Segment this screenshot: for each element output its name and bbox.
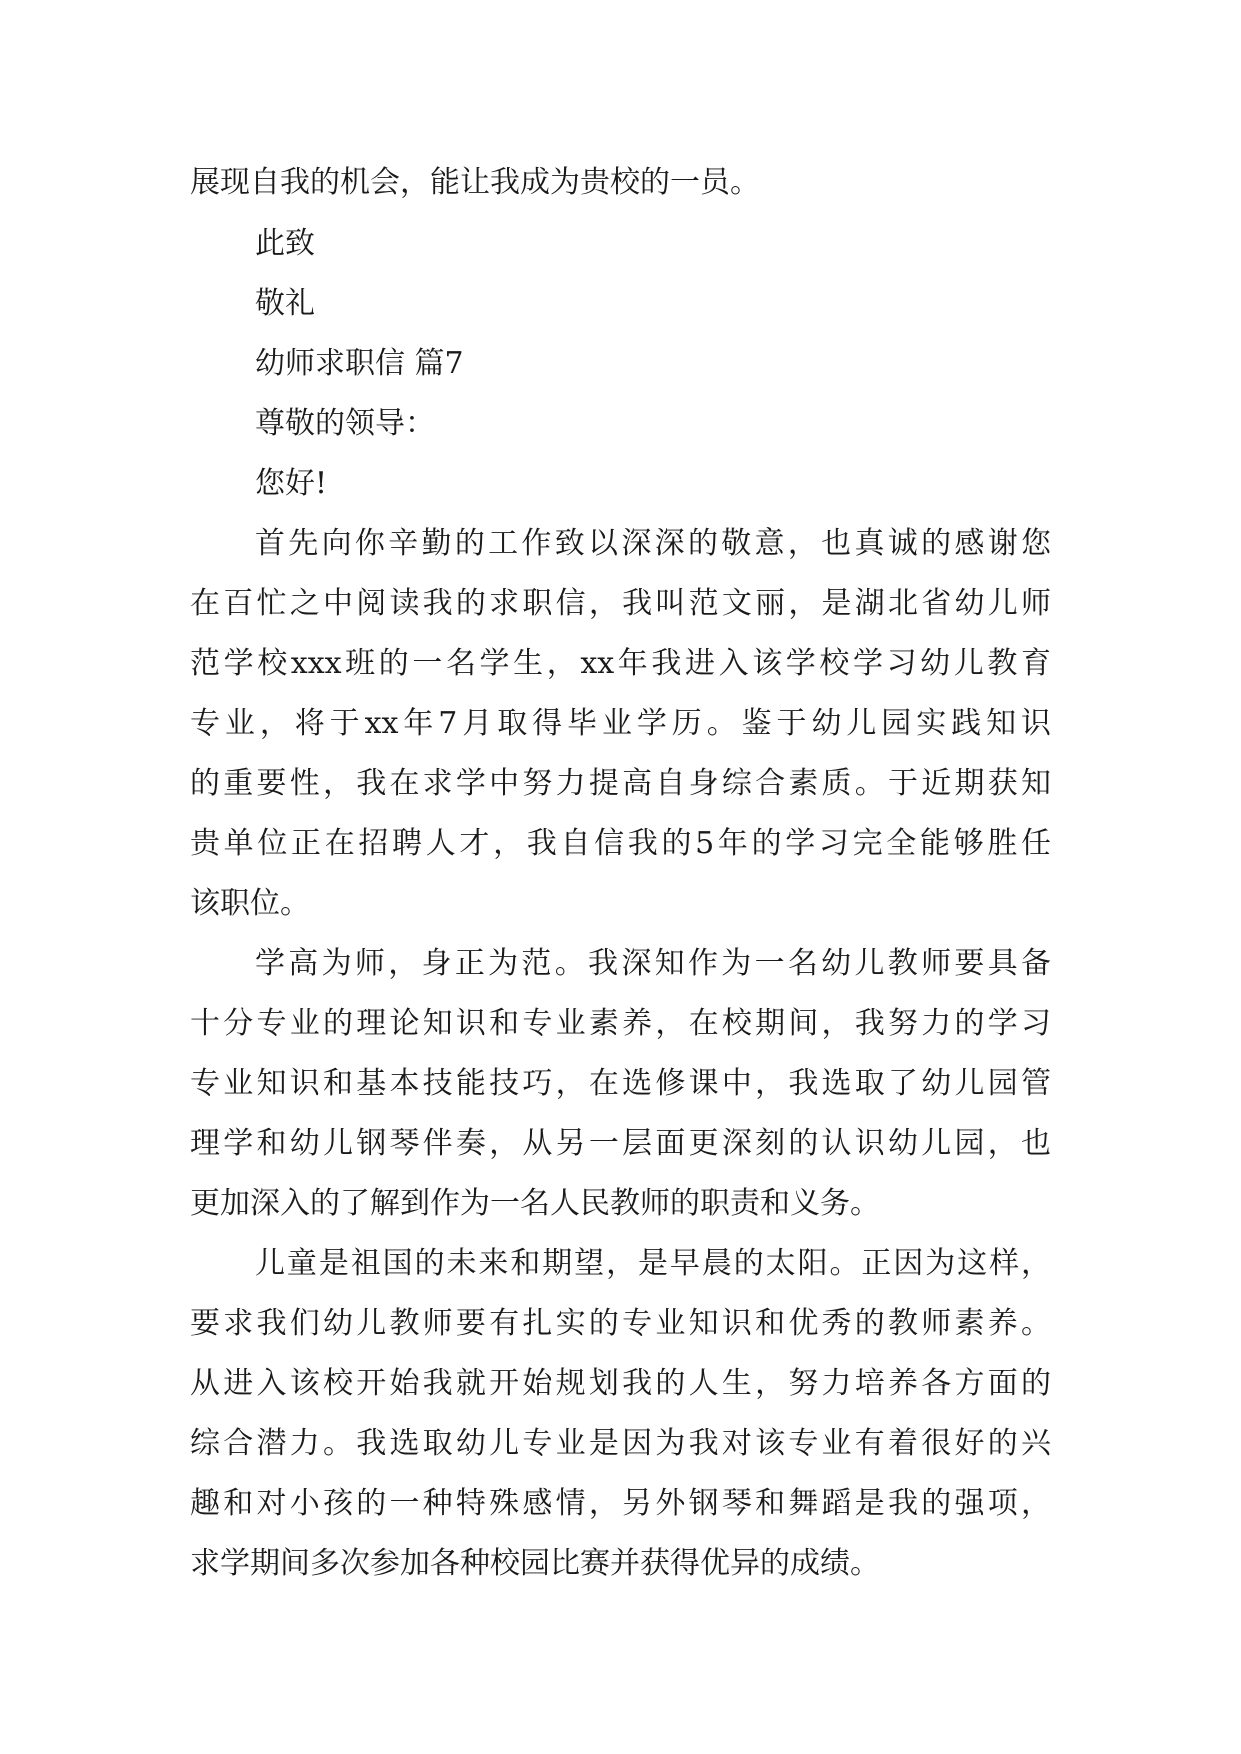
paragraph-3-line-6: 求学期间多次参加各种校园比赛并获得优异的成绩。 [190,1546,880,1581]
paragraph-3-line-2: 要求我们幼儿教师要有扎实的专业知识和优秀的教师素养。 [190,1306,1051,1341]
paragraph-2-line-3: 专业知识和基本技能技巧，在选修课中，我选取了幼儿园管 [190,1066,1051,1101]
closing-cizhi: 此致 [255,226,315,261]
paragraph-3-line-5: 趣和对小孩的一种特殊感情，另外钢琴和舞蹈是我的强项， [190,1486,1051,1521]
paragraph-1-line-4: 专业，将于xx年7月取得毕业学历。鉴于幼儿园实践知识 [190,706,1051,741]
section-heading: 幼师求职信 篇7 [255,346,464,381]
salutation: 尊敬的领导： [255,406,435,441]
paragraph-1-line-1: 首先向你辛勤的工作致以深深的敬意，也真诚的感谢您 [255,526,1051,561]
paragraph-1-line-6: 贵单位正在招聘人才，我自信我的5年的学习完全能够胜任 [190,826,1051,861]
paragraph-1-line-2: 在百忙之中阅读我的求职信，我叫范文丽，是湖北省幼儿师 [190,586,1051,621]
paragraph-1-line-7: 该职位。 [190,886,310,921]
closing-jingli: 敬礼 [255,286,315,321]
paragraph-2-line-1: 学高为师，身正为范。我深知作为一名幼儿教师要具备 [255,946,1051,981]
paragraph-3-line-1: 儿童是祖国的未来和期望，是早晨的太阳。正因为这样， [255,1246,1051,1281]
paragraph-1-line-5: 的重要性，我在求学中努力提高自身综合素质。于近期获知 [190,766,1051,801]
paragraph-3-line-3: 从进入该校开始我就开始规划我的人生，努力培养各方面的 [190,1366,1051,1401]
paragraph-1-line-3: 范学校xxx班的一名学生，xx年我进入该学校学习幼儿教育 [190,646,1051,681]
paragraph-3-line-4: 综合潜力。我选取幼儿专业是因为我对该专业有着很好的兴 [190,1426,1051,1461]
greeting: 您好! [255,466,328,501]
paragraph-2-line-2: 十分专业的理论知识和专业素养，在校期间，我努力的学习 [190,1006,1051,1041]
text-line-1: 展现自我的机会，能让我成为贵校的一员。 [190,165,760,200]
paragraph-2-line-4: 理学和幼儿钢琴伴奏，从另一层面更深刻的认识幼儿园，也 [190,1126,1051,1161]
paragraph-2-line-5: 更加深入的了解到作为一名人民教师的职责和义务。 [190,1186,880,1221]
